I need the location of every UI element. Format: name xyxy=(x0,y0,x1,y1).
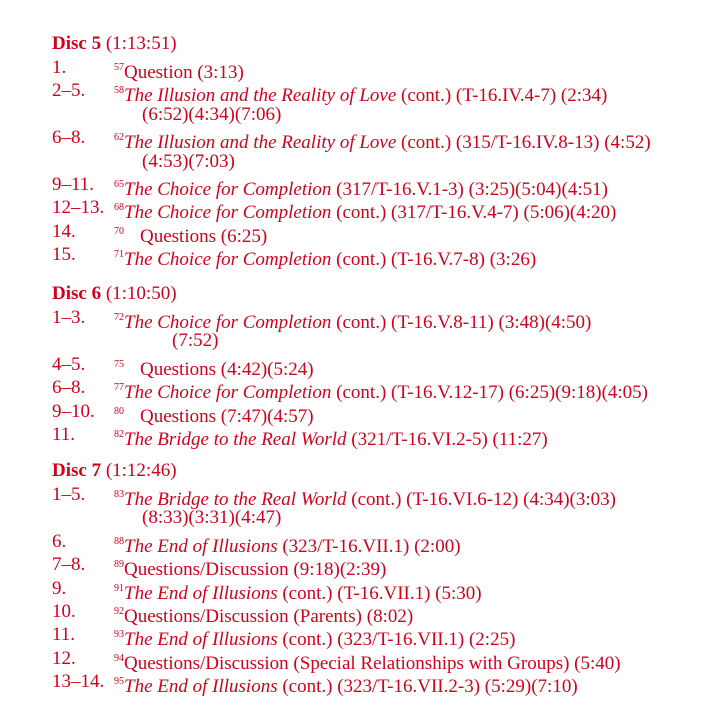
track-reference: 89 xyxy=(114,559,124,571)
track-number: 9–11. xyxy=(52,173,95,195)
track-title: Questions/Discussion (Special Relationships with Groups) (5:40) xyxy=(124,652,621,674)
track-title: Question (3:13) xyxy=(124,62,244,83)
track-title: Questions (7:47)(4:57) xyxy=(140,405,314,427)
track-reference: 75 xyxy=(114,358,124,370)
track-reference: 95 xyxy=(114,676,124,688)
track-details: (cont.) (T-16.IV.4-7) (2:34) xyxy=(396,85,608,107)
track-title: The Bridge to the Real World xyxy=(124,428,347,450)
disc-heading xyxy=(52,32,177,55)
track-row xyxy=(52,220,268,247)
disc-section xyxy=(52,282,649,450)
track-continuation-times: (8:33)(3:31)(4:47) xyxy=(142,507,282,529)
disc-label: Disc 6 xyxy=(52,283,102,304)
track-title: The End of Illusions xyxy=(124,582,278,604)
track-number: 2–5. xyxy=(52,80,86,102)
track-details: (cont.) (315/T-16.IV.8-13) (4:52) xyxy=(396,132,651,154)
track-reference: 88 xyxy=(114,535,124,547)
track-number: 15. xyxy=(52,244,76,266)
disc-duration: (1:10:50) xyxy=(105,283,177,304)
track-number: 11. xyxy=(52,624,76,646)
disc-duration: (1:13:51) xyxy=(105,33,177,54)
track-number: 14. xyxy=(52,220,76,242)
track-reference: 68 xyxy=(114,202,124,214)
track-row xyxy=(52,623,516,651)
track-reference: 82 xyxy=(114,428,124,440)
track-details: (cont.) (323/T-16.VII.2-3) (5:29)(7:10) xyxy=(277,676,578,698)
track-details: (317/T-16.V.1-3) (3:25)(5:04)(4:51) xyxy=(331,178,608,200)
track-number: 6–8. xyxy=(52,377,86,399)
track-number: 6–8. xyxy=(52,127,86,149)
track-title: The Choice for Completion xyxy=(124,382,332,404)
disc-duration: (1:12:46) xyxy=(105,460,177,481)
disc-section xyxy=(52,459,621,698)
track-number: 4–5. xyxy=(52,353,86,375)
track-title: The End of Illusions xyxy=(124,676,278,698)
track-row xyxy=(52,243,537,271)
track-title: The Choice for Completion xyxy=(124,312,332,333)
track-row xyxy=(52,126,651,154)
track-details: (cont.) (T-16.VI.6-12) (4:34)(3:03) xyxy=(346,489,616,510)
track-text xyxy=(114,670,578,698)
track-title: The End of Illusions xyxy=(124,535,278,557)
track-reference: 92 xyxy=(114,605,124,617)
track-title: The Bridge to the Real World xyxy=(124,489,347,510)
track-number: 1. xyxy=(52,57,67,78)
track-continuation-times: (4:53)(7:03) xyxy=(142,150,235,172)
track-reference: 94 xyxy=(114,652,124,664)
track-row xyxy=(52,647,621,674)
track-reference: 93 xyxy=(114,629,124,641)
track-row xyxy=(52,423,548,450)
track-row xyxy=(52,353,314,380)
track-number: 7–8. xyxy=(52,554,86,576)
track-row xyxy=(52,376,649,404)
track-continuation-times: (6:52)(4:34)(7:06) xyxy=(142,103,282,125)
track-row xyxy=(52,196,617,224)
track-details: (cont.) (T-16.V.12-17) (6:25)(9:18)(4:05) xyxy=(331,382,649,404)
track-details: (cont.) (317/T-16.V.4-7) (5:06)(4:20) xyxy=(331,202,617,224)
track-row xyxy=(52,173,608,200)
track-number: 1–3. xyxy=(52,307,86,328)
track-reference: 83 xyxy=(114,489,124,500)
track-row xyxy=(52,553,387,581)
track-row xyxy=(52,483,616,510)
disc-section xyxy=(52,32,651,271)
track-title: The Illusion and the Reality of Love xyxy=(124,85,397,107)
track-title: Questions/Discussion (Parents) (8:02) xyxy=(124,605,414,627)
disc-heading xyxy=(52,282,177,305)
track-continuation xyxy=(52,150,235,173)
track-title: Questions (4:42)(5:24) xyxy=(140,358,314,380)
track-title: The End of Illusions xyxy=(124,629,278,651)
track-row xyxy=(52,600,414,627)
track-details: (cont.) (T-16.V.7-8) (3:26) xyxy=(331,249,537,271)
disc-label: Disc 7 xyxy=(52,460,102,481)
track-title: The Choice for Completion xyxy=(124,178,332,200)
track-number: 13–14. xyxy=(52,671,105,693)
track-reference: 91 xyxy=(114,582,124,594)
track-reference: 70 xyxy=(114,225,124,237)
track-title: Questions/Discussion (9:18)(2:39) xyxy=(124,559,387,581)
track-title: The Choice for Completion xyxy=(124,249,332,271)
track-details: (323/T-16.VII.1) (2:00) xyxy=(277,535,461,557)
track-row xyxy=(52,670,578,698)
track-reference: 80 xyxy=(114,405,124,417)
track-details: (321/T-16.VI.2-5) (11:27) xyxy=(346,428,548,450)
track-continuation xyxy=(52,506,282,529)
track-text xyxy=(114,243,536,271)
track-details: (cont.) (T-16.V.8-11) (3:48)(4:50) xyxy=(331,312,592,333)
track-number: 1–5. xyxy=(52,484,86,505)
track-row xyxy=(52,400,314,427)
track-continuation xyxy=(52,329,219,352)
track-row xyxy=(52,577,482,604)
track-text xyxy=(114,423,548,451)
track-reference: 71 xyxy=(114,249,124,261)
track-reference: 57 xyxy=(114,62,124,73)
track-continuation xyxy=(52,103,282,126)
track-details: (cont.) (T-16.VII.1) (5:30) xyxy=(277,582,482,604)
track-reference: 77 xyxy=(114,382,124,394)
disc-heading xyxy=(52,459,177,482)
track-continuation-times: (7:52) xyxy=(172,330,219,352)
track-number: 9. xyxy=(52,577,67,599)
track-number: 6. xyxy=(52,530,67,552)
track-number: 12–13. xyxy=(52,197,105,219)
track-row xyxy=(52,79,608,107)
track-reference: 72 xyxy=(114,312,124,323)
track-reference: 65 xyxy=(114,178,124,190)
track-row xyxy=(52,530,461,557)
track-number: 10. xyxy=(52,600,76,622)
disc-label: Disc 5 xyxy=(52,33,102,54)
track-row xyxy=(52,306,592,333)
track-number: 9–10. xyxy=(52,400,95,422)
track-reference: 62 xyxy=(114,132,124,144)
track-details: (cont.) (323/T-16.VII.1) (2:25) xyxy=(277,629,516,651)
track-number: 11. xyxy=(52,423,76,445)
track-row xyxy=(52,56,244,83)
track-title: The Illusion and the Reality of Love xyxy=(124,132,397,154)
track-reference: 58 xyxy=(114,85,124,97)
track-title: The Choice for Completion xyxy=(124,202,332,224)
track-number: 12. xyxy=(52,647,76,669)
track-title: Questions (6:25) xyxy=(140,225,268,247)
